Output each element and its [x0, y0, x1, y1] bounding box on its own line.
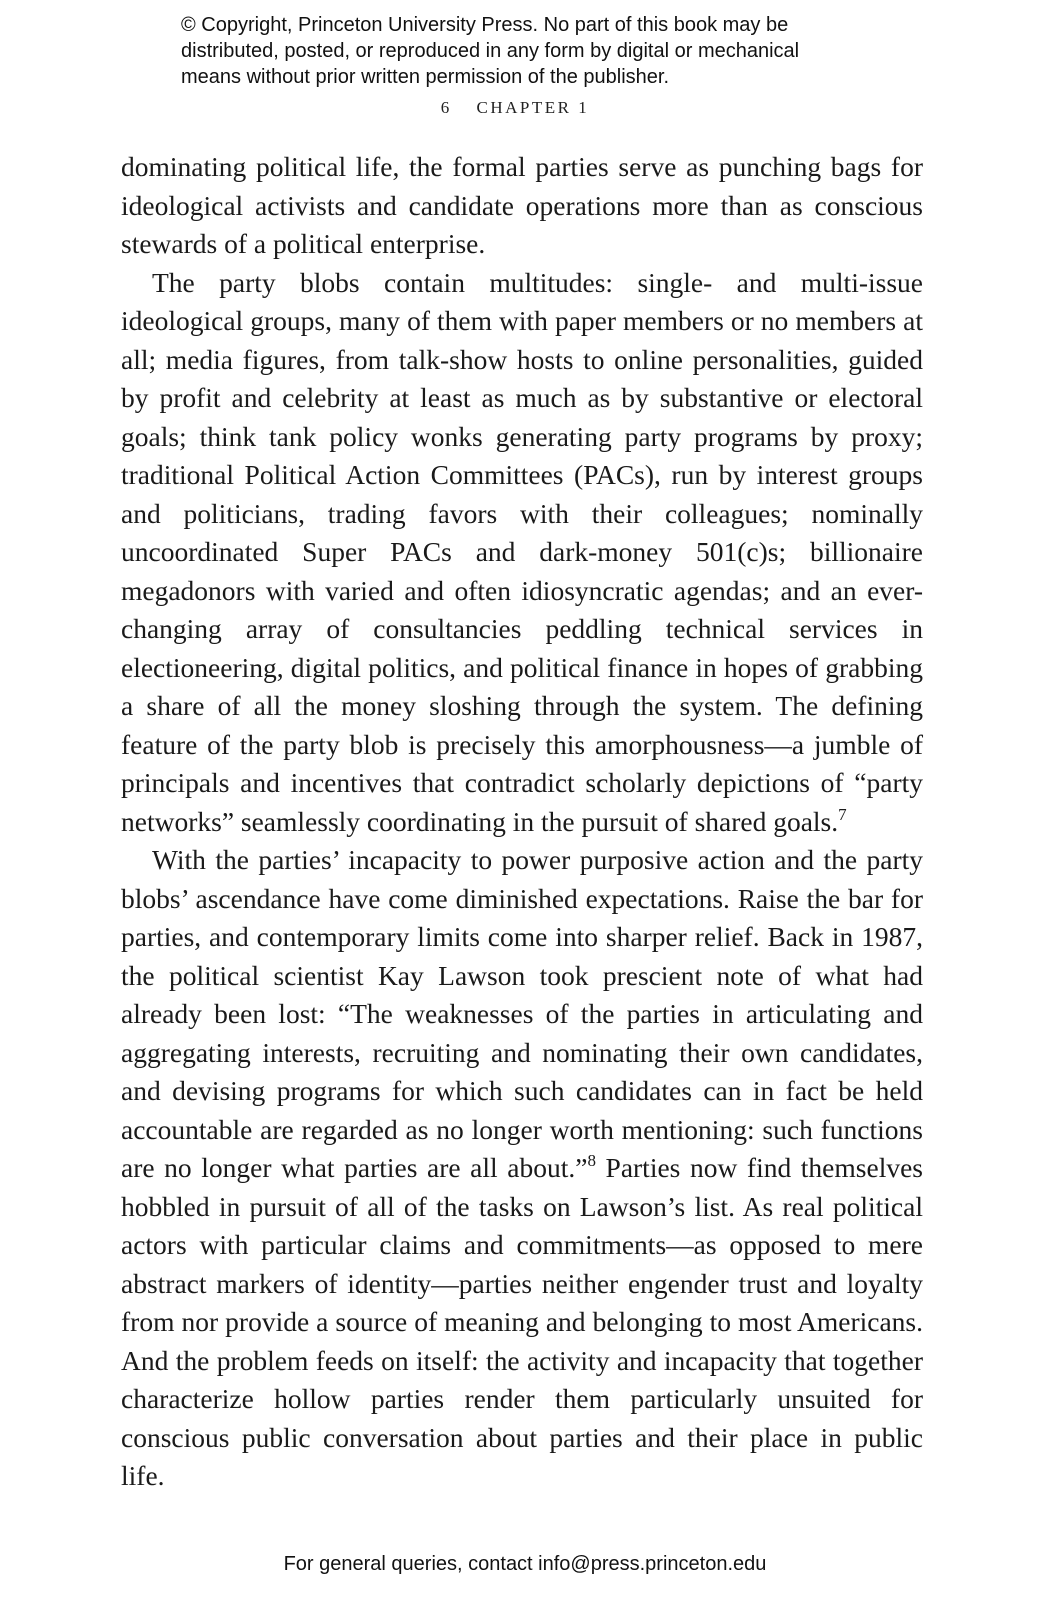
paragraph-text: dominating political life, the formal parties serve as punching bags for ideological activists and candidate operations more than as conscious stewards of a political enterprise.: [121, 151, 923, 259]
footnote-marker: 7: [838, 804, 847, 824]
body-text: [121, 148, 923, 1496]
copyright-line: means without prior written permission of the publisher.: [181, 66, 670, 88]
footer-contact: For general queries, contact info@press.princeton.edu: [283, 1553, 767, 1575]
page-number: 6: [440, 98, 452, 117]
copyright-notice: [181, 12, 941, 90]
footnote-marker: 8: [587, 1151, 596, 1170]
paragraph-text: The party blobs contain multitudes: single- and multi-issue ideological groups, many of them with paper members or no members at all; media figures, from talk-show hosts to online personalities, guided by profit and celebrity at least as much as by substantive or electoral goals; think tank policy wonks generating party programs by proxy; traditional Political Action Committees (PACs), run by interest groups and politicians, trading favors with their colleagues; nominally uncoordinated Super PACs and dark-money 501(c)s; billionaire megadonors with varied and often idiosyncratic agendas; and an ever-changing array of consultancies peddling technical services in electioneering, digital politics, and political finance in hopes of grabbing a share of all the money sloshing through the system. The defining feature of the party blob is precisely this amorphousness—a jumble of principals and incentives that contradict scholarly depictions of “party networks” seamlessly coordinating in the pursuit of shared goals.: [121, 266, 923, 837]
paragraph-text: With the parties’ incapacity to power purposive action and the party blobs’ ascendance have come diminished expectations. Raise the bar for parties, and contemporary limits come into sharper relief. Back in 1987, the political scientist Kay Lawson took prescient note of what had already been lost: “The weaknesses of the parties in articulating and aggregating interests, recruiting and nominating their own candidates, and devising programs for which such candidates can in fact be held accountable are regarded as no longer worth mentioning: such functions are no longer what parties are all about.”: [121, 844, 923, 1183]
running-head: [0, 98, 1030, 118]
copyright-line: distributed, posted, or reproduced in any form by digital or mechanical: [181, 40, 800, 62]
paragraph: [121, 264, 923, 842]
paragraph: [121, 148, 923, 264]
copyright-line: © Copyright, Princeton University Press. No part of this book may be: [181, 14, 789, 36]
paragraph-text: Parties now find themselves hobbled in pursuit of all of the tasks on Lawson’s list. As real political actors with particular claims and commitments—as opposed to mere abstract markers of identity—parties neither engender trust and loyalty from nor provide a source of meaning and belonging to most Americans. And the problem feeds on itself: the activity and incapacity that together characterize hollow parties render them particularly unsuited for conscious public conversation about parties and their place in public life.: [121, 1152, 923, 1491]
paragraph: [121, 841, 923, 1496]
chapter-label: CHAPTER 1: [476, 98, 590, 117]
